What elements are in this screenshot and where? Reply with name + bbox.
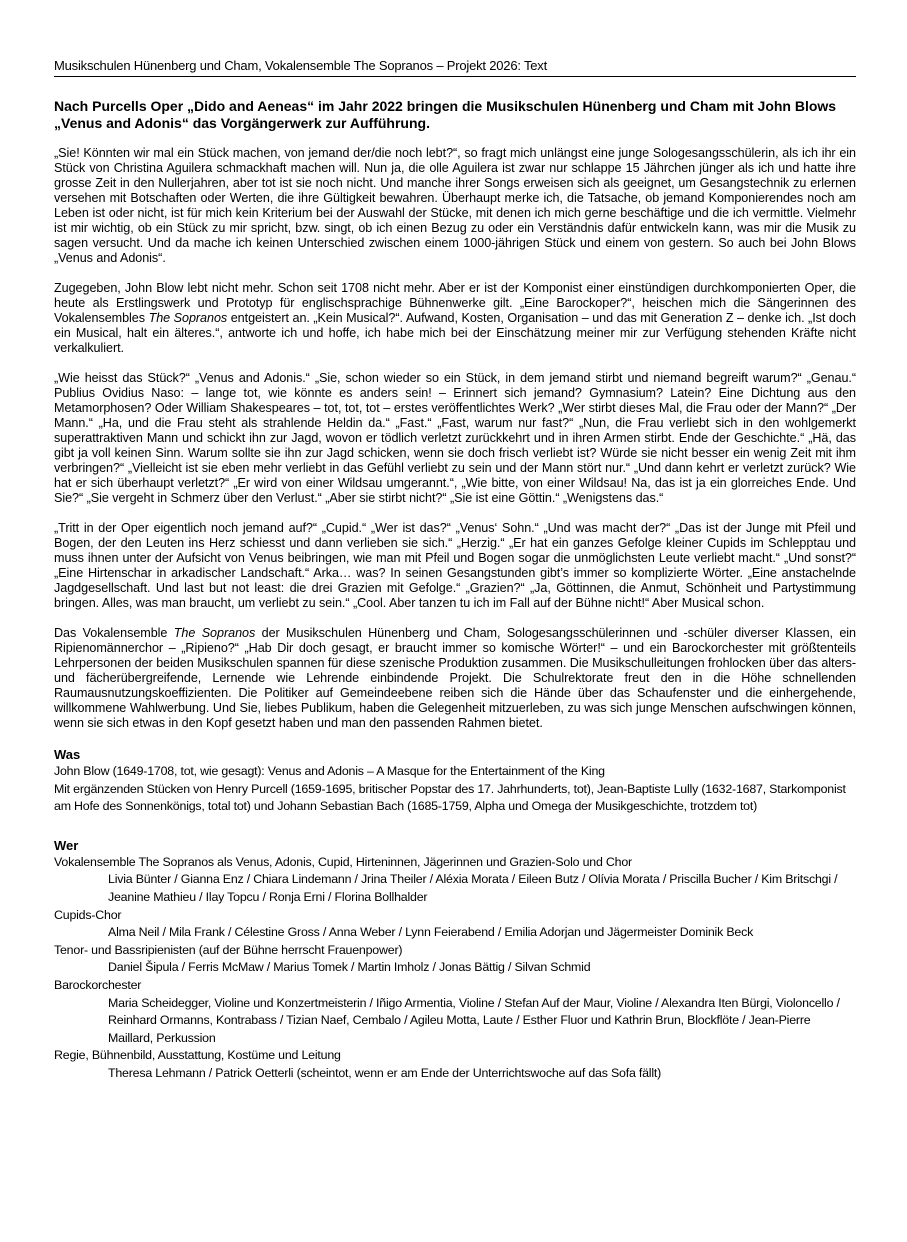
- group-members: Theresa Lehmann / Patrick Oetterli (scheintot, wenn er am Ende der Unterrichtswoche auf das Sofa fällt): [108, 1065, 662, 1080]
- group-name: Cupids-Chor: [54, 907, 122, 922]
- wer-section: [54, 854, 856, 1083]
- group-name: Tenor- und Bassripienisten (auf der Bühne herrscht Frauenpower): [54, 942, 403, 957]
- paragraph-3: „Wie heisst das Stück?“ „Venus and Adonis.“ „Sie, schon wieder so ein Stück, in dem jemand stirbt und niemand begreift warum?“ „Genau.“ Publius Ovidius Naso: – lange tot, wie könnte es anders sein! – Erinnert sich jemand? Gymnasium? Latein? Eine Dichtung aus den Metamorphosen? Oder William Shakespeares – tot, tot, tot – erstes veröffentlichtes Werk? „Wer stirbt dieses Mal, die Frau oder der Mann?“ „Der Mann.“ „Ha, und die Frau steht als strahlende Heldin da.“ „Fast.“ „Fast, warum nur fast?“ „Nun, die Frau verliebt sich in den wohlgemerkt superattraktiven Mann und schickt ihn zur Jagd, wovon er tödlich verletzt zurückkehrt und in ihren Armen stirbt. Ende der Geschichte.“ „Hä, das gibt ja voll keinen Sinn. Warum sollte sie ihn zur Jagd schicken, wenn sie doch frisch verliebt ist? Würde sie nicht besser ein wenig Zeit mit ihm verbringen?“ „Vielleicht ist sie eben mehr verliebt in das Gefühl verliebt zu sein und der Mann stört nur.“ „Und dann kehrt er verletzt zurück? Wie hat er sich überhaupt verletzt?“ „Er wird von einer Wildsau umgerannt.“, „Wie bitte, von einer Wildsau! Na, das ist ja ein glorreiches Ende. Und Sie?“ „Sie vergeht in Schmerz über den Verlust.“ „Aber sie stirbt nicht?“ „Sie ist eine Göttin.“ „Wenigstens das.“: [54, 371, 856, 505]
- group-members: Alma Neil / Mila Frank / Célestine Gross / Anna Weber / Lynn Feierabend / Emilia Adorjan und Jägermeister Dominik Beck: [108, 925, 754, 940]
- paragraph-5-part-a: Das Vokalensemble: [54, 626, 174, 640]
- ensemble-name: The Sopranos: [173, 626, 256, 640]
- wer-heading: Wer: [54, 837, 79, 853]
- group-members: Daniel Šipula / Ferris McMaw / Marius Tomek / Martin Imholz / Jonas Bättig / Silvan Schmid: [108, 960, 591, 975]
- paragraph-4: „Tritt in der Oper eigentlich noch jemand auf?“ „Cupid.“ „Wer ist das?“ „Venus‘ Sohn.“ „Und was macht der?“ „Das ist der Junge mit Pfeil und Bogen, der den Leuten ins Herz schiesst und dann verlieben sie sich.“ „Herzig.“ „Er hat ein ganzes Gefolge kleiner Cupids im Schlepptau und muss ihnen unter der Aufsicht von Venus beibringen, wie man mit Pfeil und Bogen sogar die unmöglichsten Leute verliebt macht.“ „Und sonst?“ „Eine Hirtenschar in arkadischer Landschaft.“ Arka… was? In seinen Gesangstunden gibt’s immer so komplizierte Wörter. „Eine anstachelnde Jagdgesellschaft. Und last but not least: die drei Grazien mit Gefolge.“ „Grazien?“ „Ja, Göttinnen, die Anmut, Schönheit und Partystimmung bringen. Alles, was man braucht, um verliebt zu sein.“ „Cool. Aber tanzen tu ich im Fall auf der Bühne nicht!“ Aber Musical schon.: [54, 521, 856, 610]
- was-line: John Blow (1649-1708, tot, wie gesagt): Venus and Adonis – A Masque for the Entertainment of the King: [54, 764, 605, 778]
- paragraph-1: „Sie! Könnten wir mal ein Stück machen, von jemand der/die noch lebt?“, so fragt mich unlängst eine junge Sologesangsschülerin, als ich ihr ein Stück von Christina Aguilera schmackhaft machen will. Nun ja, die olle Aguilera ist zwar nur schlappe 15 Jährchen jünger als ich und hatte ihre grosse Zeit in den Nullerjahren, aber tot ist sie noch nicht. Und manche ihrer Songs erweisen sich als geeignet, um Gesangstechnik zu erlernen versehen mit Botschaften oder Werten, die ihre Gültigkeit bewahren. Überhaupt merke ich, die Tatsache, ob jemand Komponierendes noch am Leben ist oder nicht, ist für mich kein Kriterium bei der Auswahl der Stücke, mit denen ich mich gerne beschäftige und die ich vermittle. Vielmehr ist mir wichtig, ob ein Stück zu mir spricht, bzw. singt, ob ich einen Bezug zu oder ein Verständnis dafür entwickeln kann, was mir die Musik zu sagen versucht. Und da mache ich keinen Unterschied zwischen einem 1000-jährigen Stück und einem von gestern. So auch bei John Blows „Venus and Adonis“.: [54, 146, 856, 265]
- paragraph-2-part-a: Zugegeben, John Blow lebt nicht mehr. Schon seit 1708 nicht mehr. Aber er ist der Komponist einer einstündigen durchkomponierten Oper, die heute als Erstlingswerk und Prototyp für englischsprachige Bühnenwerke gilt. „Eine Barockoper?“, heischen mich die Sängerinnen des Vokalensembles: [54, 281, 856, 325]
- group-name: Barockorchester: [54, 977, 142, 992]
- group-name: Vokalensemble The Sopranos als Venus, Adonis, Cupid, Hirteninnen, Jägerinnen und Grazien-Solo und Chor: [54, 854, 632, 869]
- group-members: Maria Scheidegger, Violine und Konzertmeisterin / Iñigo Armentia, Violine / Stefan Auf der Maur, Violine / Alexandra Iten Bürgi, Violoncello / Reinhard Ormanns, Kontrabass / Tizian Naef, Cembalo / Agileu Motta, Laute / Esther Fluor und Kathrin Brun, Blockflöte / Jean-Pierre Maillard, Perkussion: [108, 995, 840, 1045]
- paragraph-2: [54, 281, 856, 356]
- was-line: Mit ergänzenden Stücken von Henry Purcell (1659-1695, britischer Popstar des 17. Jahrhunderts, tot), Jean-Baptiste Lully (1632-1687, Starkomponist am Hofe des Sonnenkönigs, total tot) und Johann Sebastian Bach (1685-1759, Alpha und Omega der Musikgeschichte, trotzdem tot): [54, 781, 846, 814]
- was-heading: Was: [54, 747, 81, 762]
- page-header: Musikschulen Hünenberg und Cham, Vokalensemble The Sopranos – Projekt 2026: Text: [54, 58, 856, 77]
- document-title: Nach Purcells Oper „Dido and Aeneas“ im Jahr 2022 bringen die Musikschulen Hünenberg und Cham mit John Blows „Venus and Adonis“ das Vorgängerwerk zur Aufführung.: [54, 98, 837, 131]
- ensemble-name: The Sopranos: [148, 311, 228, 325]
- group-members: Livia Bünter / Gianna Enz / Chiara Lindemann / Jrina Theiler / Aléxia Morata / Eileen Butz / Olívia Morata / Priscilla Bucher / Kim Britschgi / Jeanine Mathieu / Ilay Topcu / Ronja Erni / Florina Bollhalder: [108, 872, 838, 904]
- document-page: [54, 58, 856, 1083]
- paragraph-2-part-b: entgeistert an. „Kein Musical?“. Aufwand, Kosten, Organisation – und das mit Generation Z – denke ich. „Ist doch ein Musical, halt ein älteres.“, antworte ich und hoffe, ich habe mich bei der Einschätzung meiner mir zur Verfügung stehenden Kräfte nicht verkalkuliert.: [54, 311, 856, 355]
- was-section: [54, 763, 856, 816]
- paragraph-5: [54, 626, 856, 731]
- paragraph-5-part-b: der Musikschulen Hünenberg und Cham, Sologesangsschülerinnen und -schüler diverser Klassen, ein Ripienomännerchor – „Ripieno?“ „Hab Dir doch gesagt, er braucht immer so komische Wörter!“ – und ein Barockorchester mit größtenteils Lehrpersonen der beiden Musikschulen spannen für diese szenische Produktion zusammen. Die Musikschulleitungen frohlocken über das alters- und fächerübergreifende, Lernende wie Lehrende einbindende Projekt. Die Schulrektorate freut den in die Höhe schnellenden Raumausnutzungskoeffizienten. Die Politiker auf Gemeindeebene reiben sich die Hände über das Schaufenster und die einhergehende, willkommene Wahlwerbung. Und Sie, liebes Publikum, haben die Gelegenheit mitzuerleben, zu was sich junge Menschen aufschwingen können, wenn sie sich etwas in den Kopf gesetzt haben und man den passenden Rahmen bietet.: [54, 626, 857, 730]
- group-name: Regie, Bühnenbild, Ausstattung, Kostüme und Leitung: [54, 1048, 341, 1063]
